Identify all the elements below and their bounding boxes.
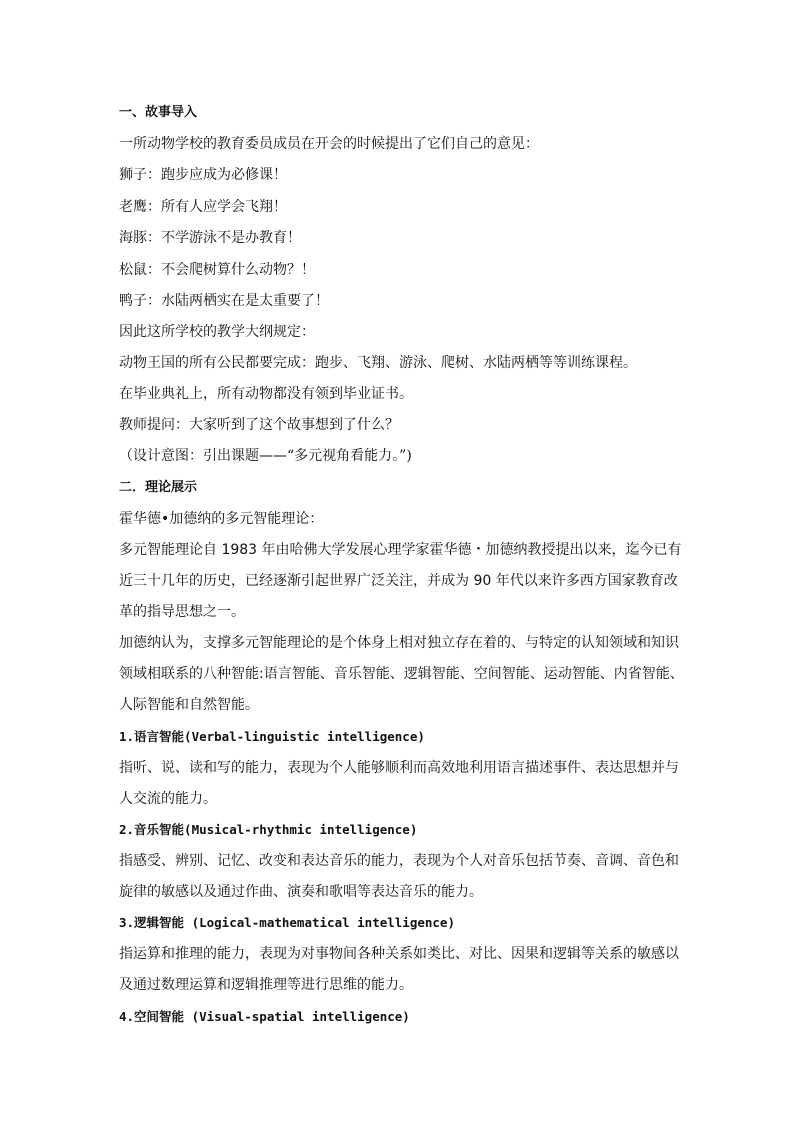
intelligence-1-line-2: 人交流的能力。 — [119, 791, 217, 807]
section-heading-theory: 二．理论展示 — [119, 480, 198, 495]
intelligence-3-heading: 3.逻辑智能 (Logical-mathematical intelligence) — [119, 915, 455, 930]
section-heading-story: 一、故事导入 — [119, 105, 198, 120]
intelligence-2-line-1: 指感受、辨别、记忆、改变和表达音乐的能力，表现为个人对音乐包括节奏、音调、音色和 — [119, 853, 679, 869]
design-intent — [119, 447, 412, 465]
story-duck: 鸭子：水陆两栖实在是太重要了！ — [119, 293, 329, 309]
theory-title: 霍华德•加德纳的多元智能理论： — [119, 511, 324, 527]
theory-paragraph-1-line-2: 近三十几年的历史，已经逐渐引起世界广泛关注，并成为 90 年代以来许多西方国家教育改 — [119, 573, 678, 589]
story-lion: 狮子：跑步应成为必修课！ — [119, 167, 287, 183]
story-question: 教师提问：大家听到了这个故事想到了什么？ — [119, 417, 399, 433]
story-requirement: 动物王国的所有公民都要完成：跑步、飞翔、游泳、爬树、水陆两栖等等训练课程。 — [119, 355, 637, 371]
design-intent-quote: “多元视角看能力。”) — [287, 448, 412, 464]
theory-paragraph-2-line-3: 人际智能和自然智能。 — [119, 697, 259, 713]
story-dolphin: 海豚：不学游泳不是办教育！ — [119, 230, 301, 246]
theory-paragraph-1-line-3: 革的指导思想之一。 — [119, 604, 245, 620]
theory-paragraph-2-line-1: 加德纳认为，支撑多元智能理论的是个体身上相对独立存在着的、与特定的认知领域和知识 — [119, 635, 679, 651]
intelligence-1-heading: 1.语言智能(Verbal-linguistic intelligence) — [119, 729, 425, 744]
story-squirrel: 松鼠：不会爬树算什么动物？！ — [119, 262, 315, 278]
intelligence-4-heading: 4.空间智能 (Visual-spatial intelligence) — [119, 1009, 410, 1024]
theory-paragraph-1-line-1: 多元智能理论自 1983 年由哈佛大学发展心理学家霍华德・加德纳教授提出以来，迄今已有 — [119, 542, 682, 558]
intelligence-1-line-1: 指听、说、读和写的能力，表现为个人能够顺利而高效地利用语言描述事件、表达思想并与 — [119, 760, 679, 776]
story-therefore: 因此这所学校的教学大纲规定： — [119, 324, 315, 340]
design-intent-prefix: （设计意图：引出课题—— — [119, 448, 287, 464]
story-intro: 一所动物学校的教育委员成员在开会的时候提出了它们自己的意见： — [119, 136, 539, 152]
story-graduation: 在毕业典礼上，所有动物都没有领到毕业证书。 — [119, 386, 413, 402]
intelligence-2-line-2: 旋律的敏感以及通过作曲、演奏和歌唱等表达音乐的能力。 — [119, 884, 483, 900]
intelligence-3-line-1: 指运算和推理的能力，表现为对事物间各种关系如类比、对比、因果和逻辑等关系的敏感以 — [119, 946, 679, 962]
theory-paragraph-2-line-2: 领域相联系的八种智能:语言智能、音乐智能、逻辑智能、空间智能、运动智能、内省智能、 — [119, 666, 684, 682]
intelligence-3-line-2: 及通过数理运算和逻辑推理等进行思维的能力。 — [119, 977, 413, 993]
story-eagle: 老鹰：所有人应学会飞翔！ — [119, 199, 287, 215]
intelligence-2-heading: 2.音乐智能(Musical-rhythmic intelligence) — [119, 822, 418, 837]
